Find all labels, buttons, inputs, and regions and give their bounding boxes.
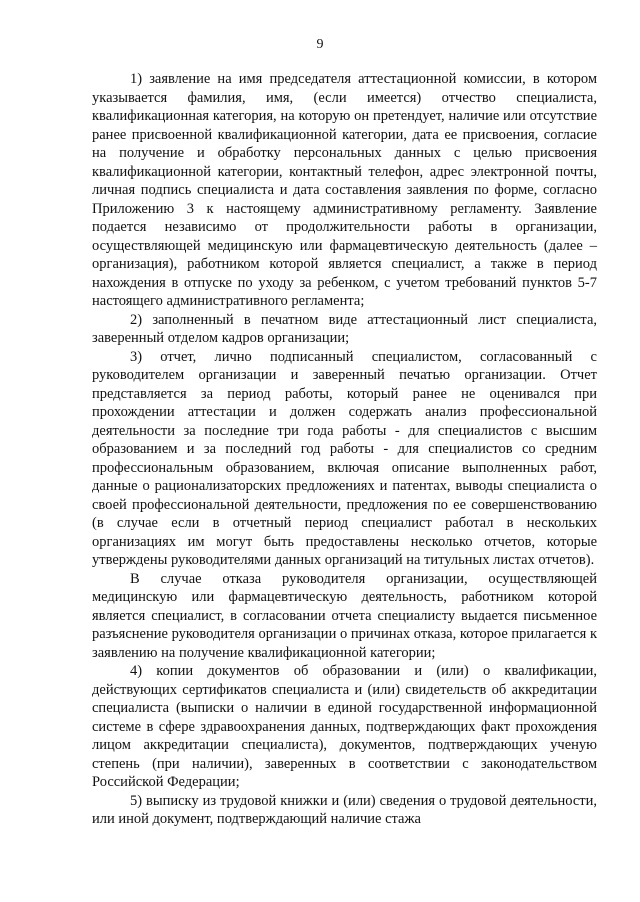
paragraph-item-2-attestation-sheet: 2) заполненный в печатном виде аттестационный лист специалиста, заверенный отделом кадров организации; <box>92 311 597 346</box>
page-number: 9 <box>316 37 324 52</box>
document-body <box>92 70 597 829</box>
paragraph-item-5-work-record: 5) выписку из трудовой книжки и (или) сведения о трудовой деятельности, или иной документ, подтверждающий наличие стажа <box>92 792 597 827</box>
paragraph-refusal-case: В случае отказа руководителя организации, осуществляющей медицинскую или фармацевтическую деятельность, работником которой является специалист, в согласовании отчета специалисту выдается письменное разъяснение руководителя организации о причинах отказа, которое прилагается к заявлению на получение квалификационной категории; <box>92 570 597 661</box>
paragraph-item-3-report: 3) отчет, лично подписанный специалистом, согласованный с руководителем организации и заверенный печатью организации. Отчет представляется за период работы, который ранее не оценивался при прохождении аттестации и должен содержать анализ профессиональной деятельности за последние три года работы - для специалистов с высшим образованием и за последний год работы - для специалистов со средним профессиональным образованием, включая описание выполненных работ, данные о рационализаторских предложениях и патентах, выводы специалиста о своей профессиональной деятельности, предложения по ее совершенствованию (в случае если в отчетный период специалист работал в нескольких организациях им могут быть предоставлены несколько отчетов, которые утверждены руководителями данных организаций на титульных листах отчетов). <box>92 348 597 568</box>
paragraph-item-1-application: 1) заявление на имя председателя аттестационной комиссии, в котором указывается фамилия, имя, (если имеется) отчество специалиста, квалификационная категория, на которую он претендует, наличие или отсутствие ранее присвоенной квалификационной категории, дата ее присвоения, согласие на получение и обработку персональных данных с целью присвоения квалификационной категории, контактный телефон, адрес электронной почты, личная подпись специалиста и дата составления заявления по форме, согласно Приложению 3 к настоящему административному регламенту. Заявление подается независимо от продолжительности работы в организации, осуществляющей медицинскую или фармацевтическую деятельность (далее – организация), работником которой является специалист, а также в период нахождения в отпуске по уходу за ребенком, с учетом требований пунктов 5-7 настоящего административного регламента; <box>92 71 597 309</box>
paragraph-item-4-document-copies: 4) копии документов об образовании и (или) о квалификации, действующих сертификатов специалиста и (или) свидетельств об аккредитации специалиста (выписки о наличии в единой государственной информационной системе в сфере здравоохранения данных, подтверждающих факт прохождения лицом аккредитации специалиста), документов, подтверждающих ученую степень (при наличии), заверенных в соответствии с законодательством Российской Федерации; <box>92 663 597 790</box>
